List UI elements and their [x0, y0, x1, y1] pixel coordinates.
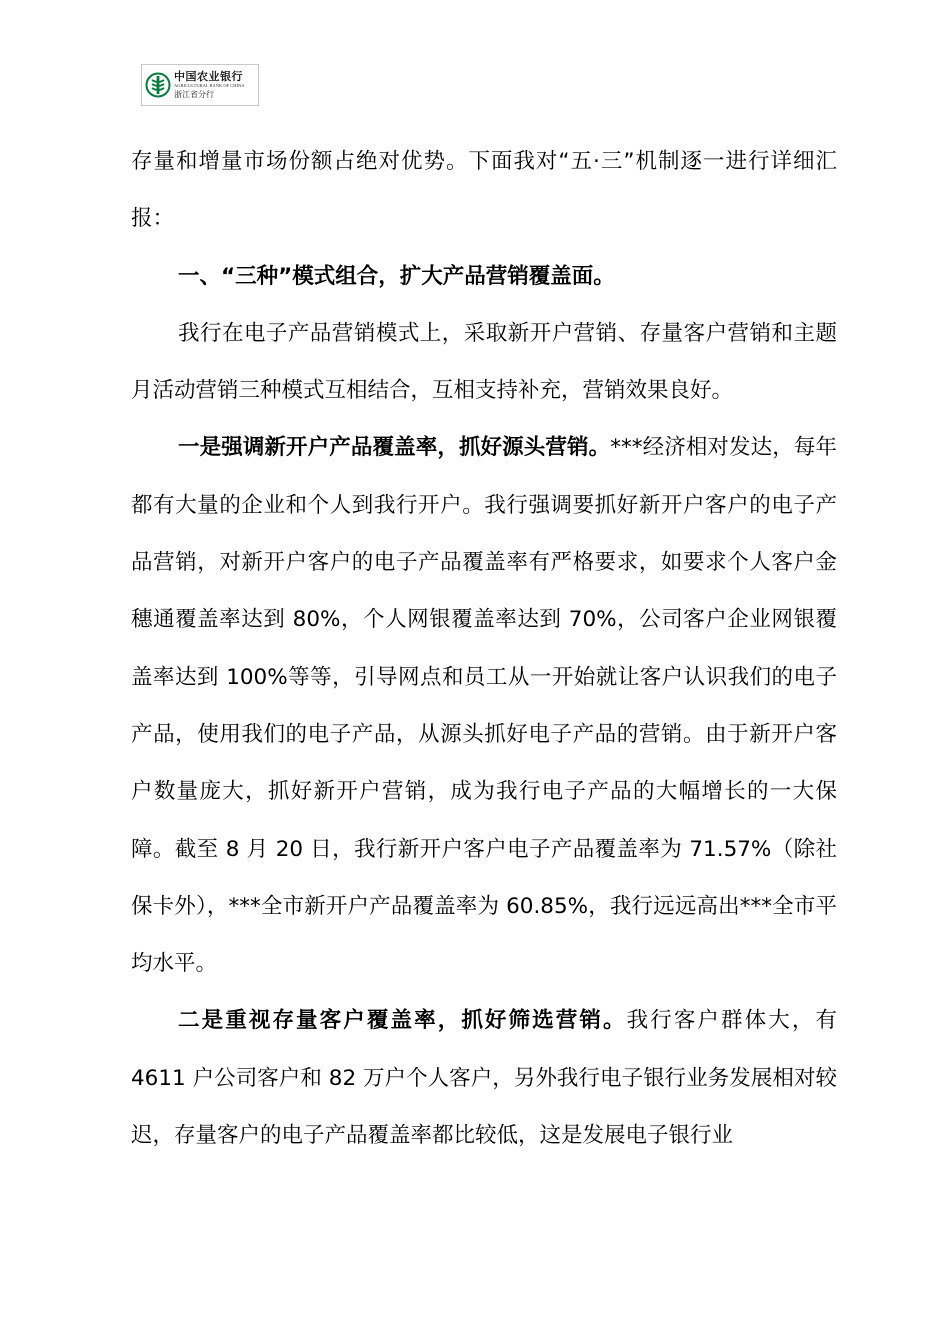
section-heading: 一、“三种”模式组合，扩大产品营销覆盖面。: [178, 263, 615, 289]
document-body: [131, 133, 837, 1164]
paragraph-intro: 存量和增量市场份额占绝对优势。下面我对“五·三”机制逐一进行详细汇报：: [131, 149, 837, 232]
logo-bank-name-en: AGRICULTURAL BANK OF CHINA: [174, 83, 245, 89]
paragraph-new-accounts: [131, 419, 837, 992]
paragraph-lead-existing-customers: 二是重视存量客户覆盖率，抓好筛选营销。: [178, 1008, 627, 1034]
paragraph-text-existing-customers: 我行客户群体大，有 4611 户公司客户和 82 万户个人客户，另外我行电子银行业务发展相对较迟，存量客户的电子产品覆盖率都比较低，这是发展电子银行业: [131, 1008, 837, 1149]
paragraph-existing-customers: [131, 992, 837, 1164]
paragraph-text-new-accounts: ***经济相对发达，每年都有大量的企业和个人到我行开户。我行强调要抓好新开户客户的电子产品营销，对新开户客户的电子产品覆盖率有严格要求，如要求个人客户金穗通覆盖率达到 80%，个人网银覆盖率达到 70%，公司客户企业网银覆盖率达到 100%等等，引导网点和员工从一开始就让客户认识我们的电子产品，使用我们的电子产品，从源头抓好电子产品的营销。由于新开户客户数量庞大，抓好新开户营销，成为我行电子产品的大幅增长的一大保障。截至 8 月 20 日，我行新开户客户电子产品覆盖率为 71.57%（除社保卡外），***全市新开户产品覆盖率为 60.85%，我行远远高出***全市平均水平。: [131, 435, 837, 977]
paragraph-modes: 我行在电子产品营销模式上，采取新开户营销、存量客户营销和主题月活动营销三种模式互相结合，互相支持补充，营销效果良好。: [131, 320, 837, 404]
logo-bank-name: 中国农业银行: [174, 70, 243, 84]
logo-text: [174, 71, 245, 99]
logo-branch-name: 浙江省分行: [174, 89, 214, 99]
bank-logo: [141, 64, 259, 106]
paragraph-lead-new-accounts: 一是强调新开户产品覆盖率，抓好源头营销。: [178, 435, 611, 461]
abc-emblem-icon: [145, 72, 171, 98]
